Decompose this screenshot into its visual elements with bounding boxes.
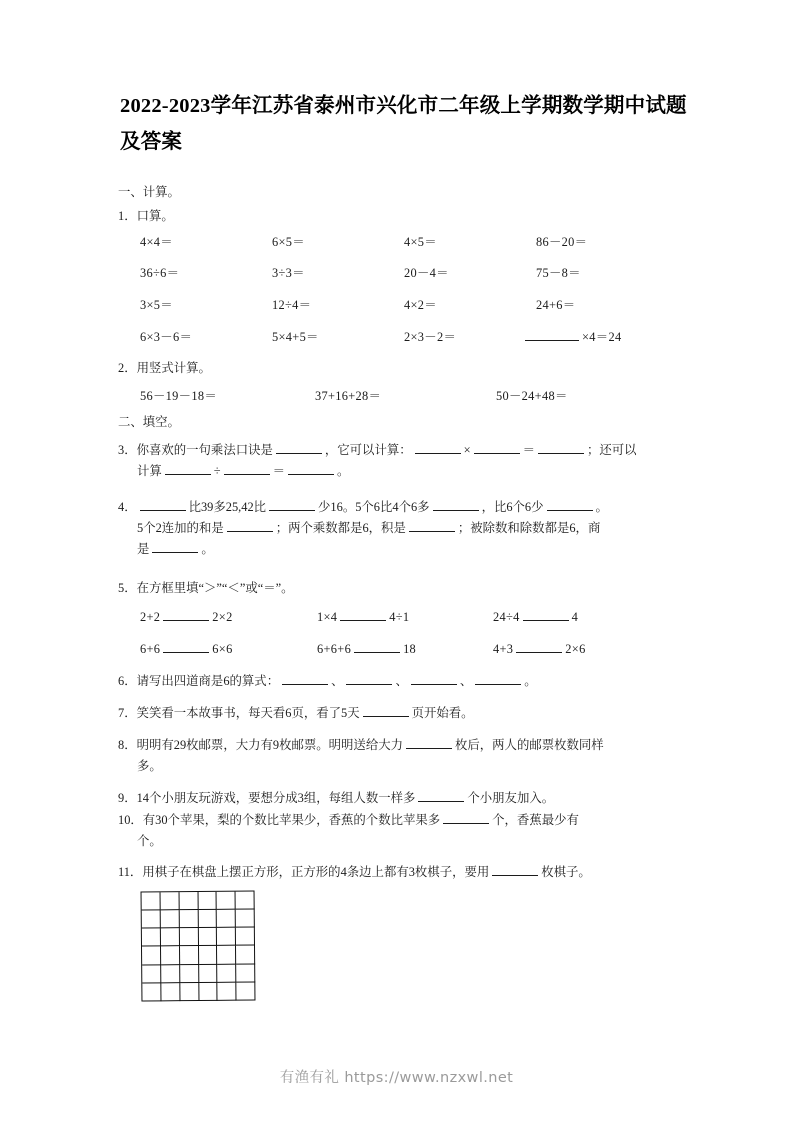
answer-blank[interactable]: [163, 640, 209, 653]
oral-calc-cell: 5×4+5＝: [272, 330, 319, 344]
chessboard-cell: [199, 964, 218, 982]
answer-blank[interactable]: [492, 863, 538, 876]
answer-blank[interactable]: [224, 462, 270, 475]
vertical-calc-row: [0, 386, 793, 407]
chessboard-cell: [236, 910, 255, 928]
answer-blank[interactable]: [418, 789, 464, 802]
question-6: [118, 671, 694, 692]
question-3-eq2: ＝: [272, 464, 285, 478]
compare-right: 4÷1: [389, 610, 410, 624]
question-8-text-a: 明明有29枚邮票，大力有9枚邮票。明明送给大力: [136, 738, 403, 752]
chessboard-cell: [142, 910, 161, 928]
chessboard-cell: [236, 928, 255, 946]
section-heading-two: 二、填空。: [118, 415, 180, 429]
question-11-label: 11．: [118, 865, 143, 879]
compare-item: [493, 640, 586, 657]
chessboard-cell: [142, 983, 161, 1001]
compare-right: 2×2: [212, 610, 233, 624]
oral-calc-cell: 6×5＝: [272, 235, 305, 249]
chessboard-cell: [198, 910, 217, 928]
answer-blank[interactable]: [282, 672, 328, 685]
oral-calc-cell: 36÷6＝: [140, 266, 180, 280]
oral-calc-cell: 4×2＝: [404, 298, 437, 312]
compare-row-2: [0, 640, 793, 661]
vertical-calc-cell: 37+16+28＝: [315, 389, 382, 403]
chessboard-grid-figure: [141, 891, 256, 1002]
chessboard-cell: [142, 892, 161, 910]
oral-calc-cell-suffix: ×4＝24: [582, 330, 622, 344]
page-title: 2022-2023学年江苏省泰州市兴化市二年级上学期数学期中试题及答案: [120, 95, 687, 153]
question-6-text: 请写出四道商是6的算式：: [136, 674, 280, 688]
question-4-text-b: 少16。5个6比4个6多: [318, 500, 430, 514]
question-8: [118, 735, 694, 756]
question-4: [118, 497, 694, 518]
question-4-text-h: 是: [137, 542, 150, 556]
chessboard-cell: [198, 892, 217, 910]
question-2-label: 2．用竖式计算。: [118, 361, 211, 375]
oral-calc-cell: 20－4＝: [404, 266, 449, 280]
oral-calc-cell: 2×3－2＝: [404, 330, 457, 344]
chessboard-cell: [161, 947, 180, 965]
question-6-sep: 、: [459, 674, 473, 688]
question-3-text-b: ，它可以计算：: [324, 443, 412, 457]
oral-calc-cell: 6×3－6＝: [140, 330, 193, 344]
question-4-period: 。: [201, 542, 214, 556]
compare-left: 4+3: [493, 642, 514, 656]
answer-blank[interactable]: [346, 672, 392, 685]
chessboard-cell: [199, 946, 218, 964]
answer-blank[interactable]: [516, 640, 562, 653]
question-3-text-calc: 计算: [137, 464, 162, 478]
question-10-line2: 个。: [137, 834, 162, 848]
oral-calc-row-4: [0, 327, 793, 348]
answer-blank[interactable]: [538, 441, 584, 454]
oral-calc-cell: 3÷3＝: [272, 266, 305, 280]
question-4-text-a: 比39多25,42比: [188, 500, 267, 514]
answer-blank[interactable]: [227, 519, 273, 532]
question-4-text-c: ，比6个6少: [481, 500, 544, 514]
question-4-label: 4．: [118, 500, 137, 514]
compare-right: 6×6: [212, 642, 233, 656]
question-7-text-a: 笑笑看一本故事书，每天看6页，看了5天: [136, 706, 360, 720]
answer-blank[interactable]: [411, 672, 457, 685]
question-4-line2: [137, 518, 693, 539]
chessboard-cell: [180, 928, 199, 946]
question-4-text-f: ；两个乘数都是6，积是: [275, 521, 406, 535]
chessboard-cell: [160, 892, 179, 910]
answer-blank[interactable]: [523, 608, 569, 621]
chessboard-cell: [161, 965, 180, 983]
answer-blank[interactable]: [276, 441, 322, 454]
chessboard-cell: [198, 928, 217, 946]
question-3-text-a: 你喜欢的一句乘法口诀是: [136, 443, 273, 457]
chessboard-cell: [217, 946, 236, 964]
question-6-label: 6．: [118, 674, 137, 688]
question-7: [118, 703, 694, 724]
answer-blank[interactable]: [340, 608, 386, 621]
question-3-period: 。: [336, 464, 350, 478]
compare-left: 1×4: [317, 610, 338, 624]
question-4-text-e: 5个2连加的和是: [137, 521, 224, 535]
chessboard-cell: [142, 929, 161, 947]
question-8-text-b: 枚后，两人的邮票枚数同样: [455, 738, 604, 752]
chessboard-cell: [179, 910, 198, 928]
question-3-label: 3．: [118, 443, 137, 457]
question-10-label: 10．: [118, 813, 143, 827]
vertical-calc-cell: 56－19－18＝: [140, 389, 218, 403]
chessboard-cell: [217, 910, 236, 928]
chessboard-cell: [179, 892, 198, 910]
chessboard-cell: [142, 947, 161, 965]
chessboard-cell: [236, 982, 255, 1000]
question-6-sep: 、: [331, 674, 344, 688]
answer-blank[interactable]: [409, 519, 455, 532]
answer-blank[interactable]: [525, 328, 579, 341]
question-10: [118, 810, 694, 831]
compare-item: [140, 608, 233, 625]
compare-left: 24÷4: [493, 610, 520, 624]
question-3-op-mul: ×: [463, 443, 471, 457]
oral-calc-row-2: [0, 263, 793, 284]
answer-blank[interactable]: [547, 498, 593, 511]
oral-calc-row-1: [0, 232, 793, 253]
answer-blank[interactable]: [288, 462, 334, 475]
section-heading-one: 一、计算。: [118, 185, 180, 199]
question-10-text-b: 个，香蕉最少有: [492, 813, 579, 827]
answer-blank[interactable]: [165, 462, 211, 475]
compare-item: [317, 608, 409, 625]
compare-item: [317, 640, 416, 657]
answer-blank[interactable]: [475, 672, 521, 685]
question-3-text-e: ；还可以: [587, 443, 637, 457]
chessboard-cell: [161, 928, 180, 946]
oral-calc-cell: 86－20＝: [536, 235, 588, 249]
question-11: [118, 862, 694, 883]
oral-calc-cell: 4×4＝: [140, 235, 173, 249]
question-7-label: 7．: [118, 706, 137, 720]
answer-blank[interactable]: [474, 441, 520, 454]
question-3: [118, 440, 694, 461]
vertical-calc-cell: 50－24+48＝: [496, 389, 568, 403]
chessboard-cell: [218, 982, 237, 1000]
question-10-text-a: 有30个苹果，梨的个数比苹果少，香蕉的个数比苹果多: [142, 813, 441, 827]
question-3-eq: ＝: [522, 443, 536, 457]
chessboard-cell: [142, 965, 161, 983]
question-6-period: 。: [524, 674, 537, 688]
compare-left: 6+6: [140, 642, 161, 656]
compare-left: 2+2: [140, 610, 161, 624]
oral-calc-cell: 3×5＝: [140, 298, 173, 312]
oral-calc-cell: 75－8＝: [536, 266, 581, 280]
chessboard-cell: [236, 946, 255, 964]
question-9-text-b: 个小朋友加入。: [467, 791, 555, 805]
answer-blank[interactable]: [415, 441, 461, 454]
chessboard-cell: [236, 892, 255, 910]
chessboard-cell: [180, 983, 199, 1001]
answer-blank[interactable]: [269, 498, 315, 511]
question-5-label: 5．在方框里填“＞”“＜”或“＝”。: [118, 581, 294, 595]
oral-calc-cell: 4×5＝: [404, 235, 437, 249]
question-3-line2: [137, 461, 693, 482]
compare-row-1: [0, 608, 793, 629]
answer-blank[interactable]: [406, 736, 452, 749]
compare-right: 2×6: [565, 642, 586, 656]
question-8-label: 8．: [118, 738, 137, 752]
chessboard-cell: [217, 892, 236, 910]
answer-blank[interactable]: [443, 811, 489, 824]
answer-blank[interactable]: [354, 640, 400, 653]
chessboard-cell: [180, 946, 199, 964]
question-4-text-g: ；被除数和除数都是6，商: [457, 521, 601, 535]
chessboard-cell: [161, 983, 180, 1001]
oral-calc-cell: 12÷4＝: [272, 298, 312, 312]
chessboard-cell: [217, 928, 236, 946]
question-9: [118, 788, 694, 809]
question-8-line2: 多。: [137, 759, 162, 773]
question-1-label: 1．口算。: [118, 209, 174, 223]
question-4-text-d: 。: [595, 500, 608, 514]
question-6-sep: 、: [395, 674, 408, 688]
chessboard-cell: [161, 910, 180, 928]
chessboard-cell: [217, 964, 236, 982]
question-11-text-a: 用棋子在棋盘上摆正方形，正方形的4条边上都有3枚棋子，要用: [142, 865, 490, 879]
oral-calc-row-3: [0, 295, 793, 316]
oral-calc-cell: 24+6＝: [536, 298, 576, 312]
chessboard-cell: [236, 964, 255, 982]
compare-item: [140, 640, 233, 657]
compare-right: 4: [571, 610, 579, 624]
question-9-label: 9．: [118, 791, 137, 805]
compare-left: 6+6+6: [317, 642, 352, 656]
answer-blank[interactable]: [363, 704, 409, 717]
answer-blank[interactable]: [152, 540, 198, 553]
question-7-text-b: 页开始看。: [411, 706, 474, 720]
question-3-op-div: ÷: [213, 464, 221, 478]
footer-watermark: 有渔有礼 https://www.nzxwl.net: [279, 1070, 514, 1086]
compare-right: 18: [403, 642, 417, 656]
compare-item: [493, 608, 578, 625]
question-11-text-b: 枚棋子。: [541, 865, 591, 879]
chessboard-cell: [199, 983, 218, 1001]
answer-blank[interactable]: [433, 498, 479, 511]
question-4-line3: [137, 539, 693, 560]
answer-blank[interactable]: [140, 498, 186, 511]
answer-blank[interactable]: [163, 608, 209, 621]
chessboard-cell: [180, 965, 199, 983]
oral-calc-cell-blank: [522, 327, 621, 345]
question-9-text-a: 14个小朋友玩游戏，要想分成3组，每组人数一样多: [136, 791, 416, 805]
